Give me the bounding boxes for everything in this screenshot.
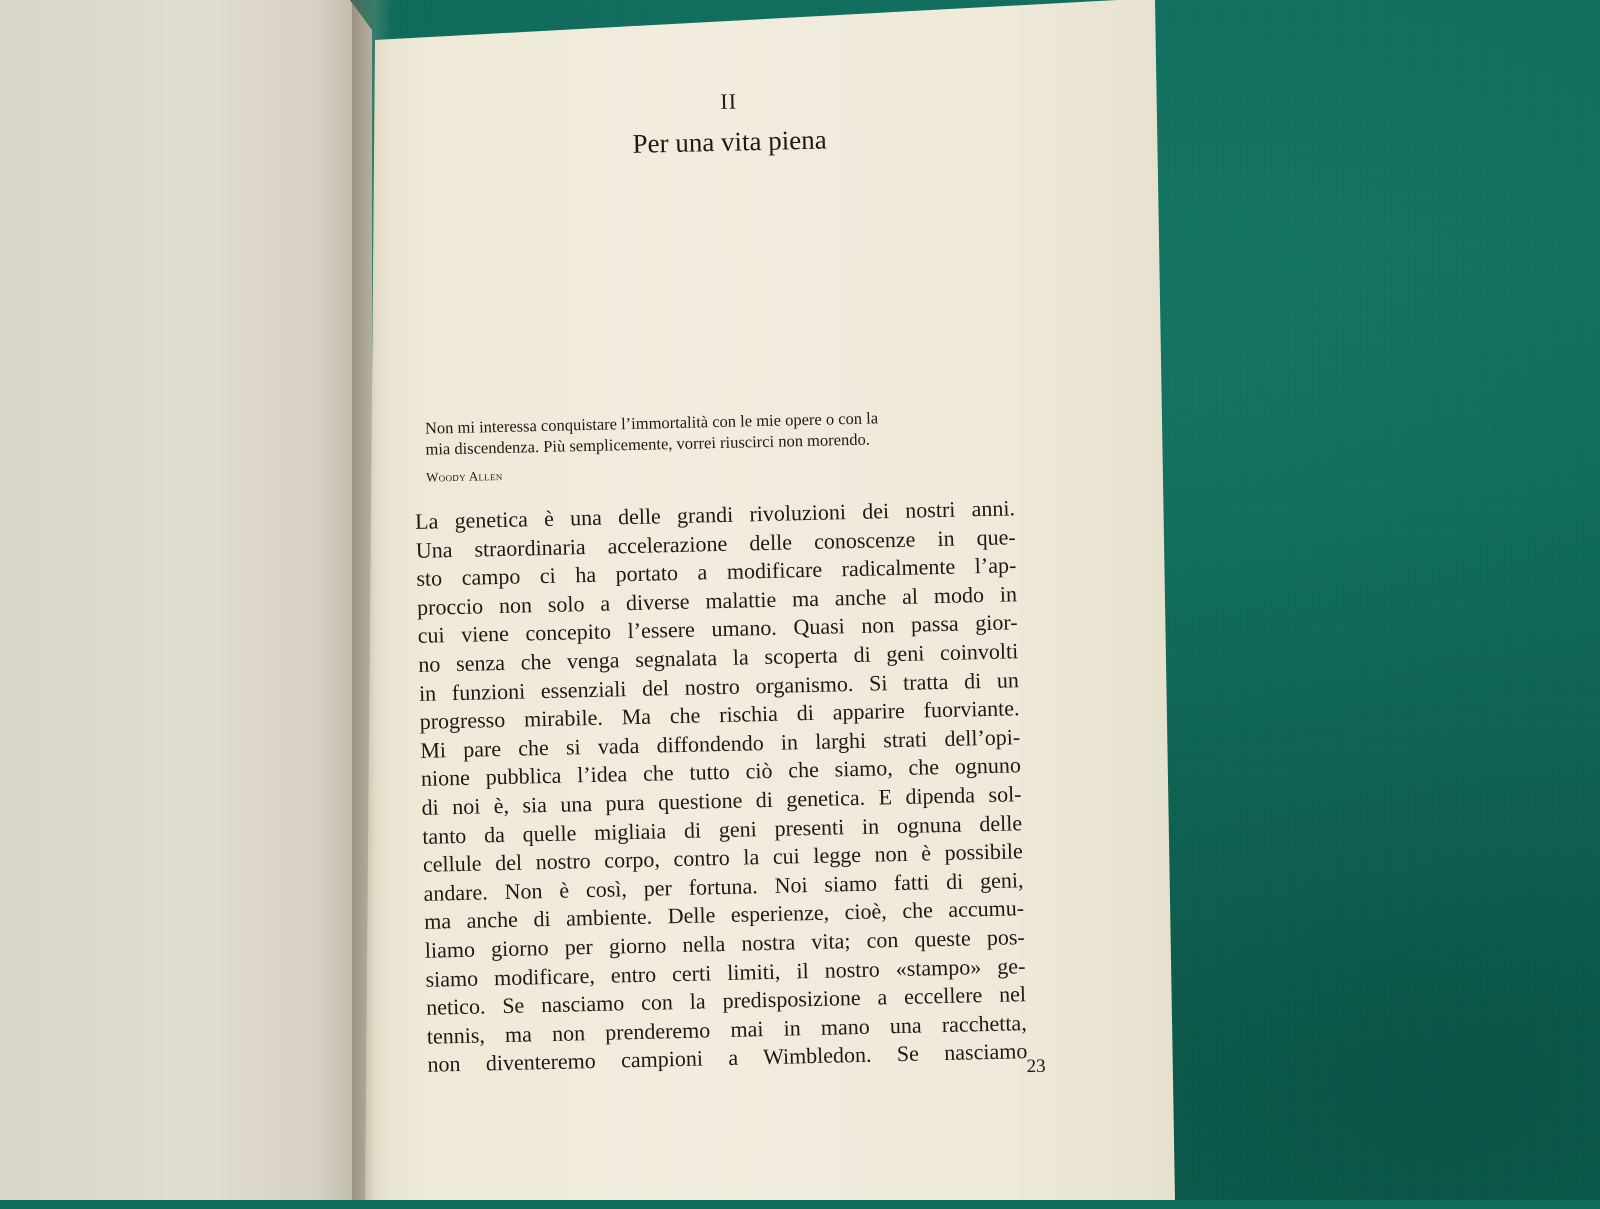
epigraph-line: Non mi interessa conquistare l’immortalità con le mie opere o con la (424, 408, 879, 438)
body-line: Mi pare che si vada diffondendo in larghi strati dell’opi- (420, 723, 1021, 763)
body-line: di noi è, sia una pura questione di genetica. E dipenda sol- (421, 781, 1022, 820)
body-line: liamo giorno per giorno nella nostra vita; con queste pos- (424, 924, 1025, 963)
body-line: siamo modificare, entro certi limiti, il nostro «stampo» ge- (425, 952, 1026, 992)
body-line: tanto da quelle migliaia di geni presenti in ognuna delle (421, 809, 1023, 849)
body-line: netico. Se nasciamo con la predisposizione a eccellere nel (425, 981, 1027, 1020)
left-page-blank (0, 0, 372, 1200)
body-line: progresso mirabile. Ma che rischia di apparire fuorviante. (419, 695, 1020, 735)
epigraph-line: mia discendenza. Più semplicemente, vorrei riuscirci non morendo. (425, 429, 871, 459)
epigraph-quote (425, 405, 986, 460)
chapter-title: Per una vita piena (632, 124, 828, 159)
body-line: non diventeremo campioni a Wimbledon. Se nasciamo (427, 1038, 1028, 1078)
body-paragraph (415, 494, 1028, 1079)
body-line: ma anche di ambiente. Delle esperienze, cioè, che accumu- (423, 895, 1025, 935)
body-line: tennis, ma non prenderemo mai in mano una racchetta, (426, 1009, 1027, 1049)
body-line: cui viene concepito l’essere umano. Quasi non passa gior- (417, 609, 1018, 649)
body-line: La genetica è una delle grandi rivoluzioni dei nostri anni. (414, 495, 1016, 534)
page-content (351, 0, 1188, 1209)
page-number: 23 (1026, 1055, 1046, 1078)
body-line: nione pubblica l’idea che tutto ciò che siamo, che ognuno (420, 752, 1022, 792)
epigraph-author: Woody Allen (425, 467, 503, 485)
body-line: Una straordinaria accelerazione delle conoscenze in que- (415, 523, 1016, 563)
body-line: cellule del nostro corpo, contro la cui legge non è possibile (422, 838, 1024, 877)
body-line: no senza che venga segnalata la scoperta di geni coinvolti (418, 638, 1019, 677)
body-line: andare. Non è così, per fortuna. Noi siamo fatti di geni, (423, 866, 1024, 906)
body-line: proccio non solo a diverse malattie ma anche al modo in (416, 581, 1018, 620)
body-line: sto campo ci ha portato a modificare radicalmente l’ap- (416, 552, 1017, 592)
body-line: in funzioni essenziali del nostro organismo. Si tratta di un (418, 666, 1020, 706)
chapter-number: II (720, 88, 738, 114)
